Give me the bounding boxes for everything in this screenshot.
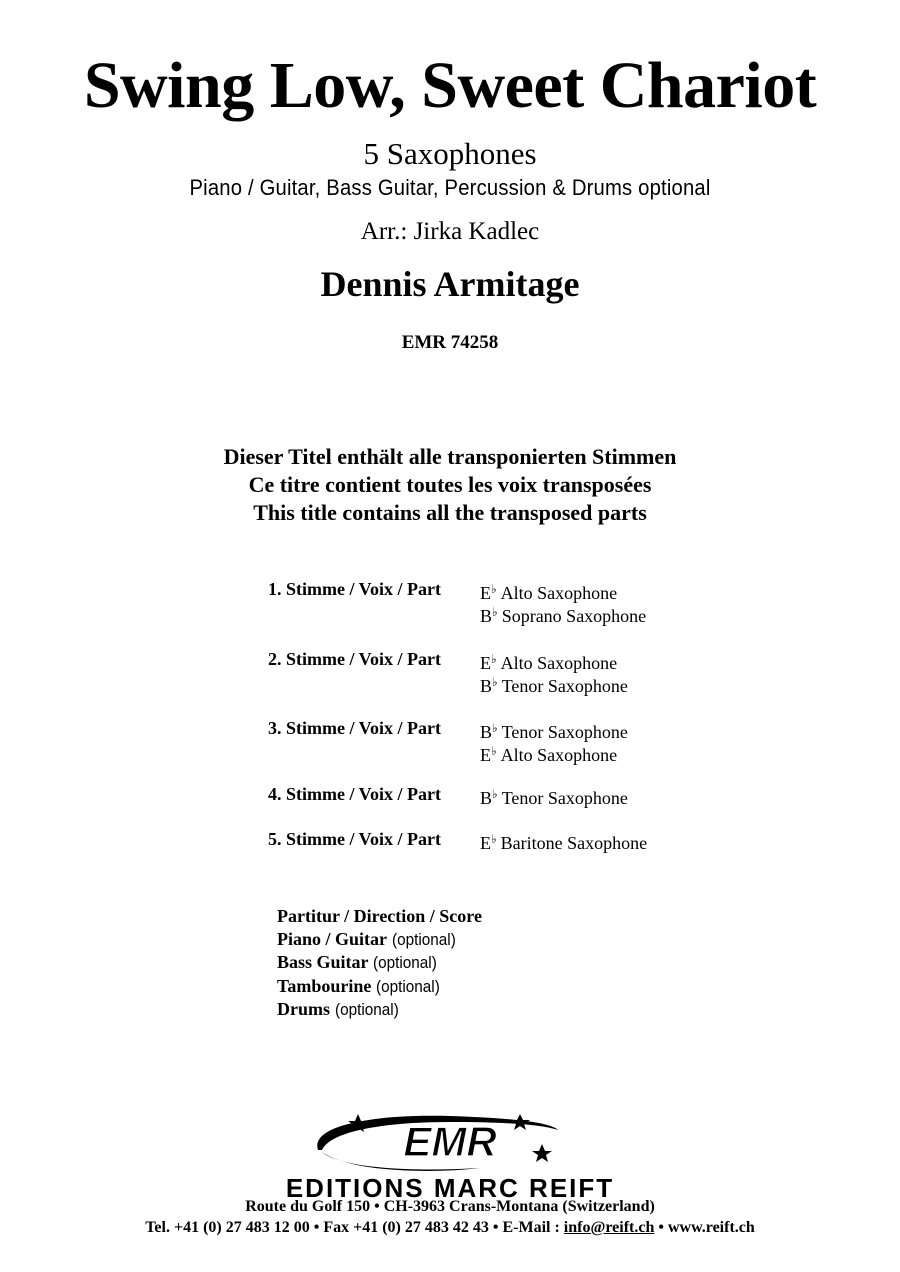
catalog-number: EMR 74258 [401, 332, 499, 353]
page-title: Swing Low, Sweet Chariot [83, 49, 817, 122]
part-instrument: E♭ Baritone Saxophone [480, 832, 648, 853]
star-icon [510, 1114, 530, 1130]
extra-parts-list [277, 905, 482, 1022]
email-link[interactable]: info@reift.ch [563, 1219, 655, 1236]
part-label-2: 2. Stimme / Voix / Part [268, 649, 441, 669]
part-instrument: E♭ Alto Saxophone [480, 744, 618, 765]
part-instruments-4 [480, 785, 628, 808]
notice-english: This title contains all the transposed parts [253, 500, 647, 525]
list-item: Piano / Guitar (optional) [277, 928, 456, 949]
part-instruments-3 [480, 719, 628, 765]
part-instrument: E♭ Alto Saxophone [480, 652, 618, 673]
part-label-5: 5. Stimme / Voix / Part [268, 829, 441, 849]
composer: Dennis Armitage [320, 264, 580, 304]
publisher-address: Route du Golf 150 • CH-3963 Crans-Montana (Switzerland) [245, 1198, 655, 1215]
star-icon [532, 1144, 552, 1162]
part-label-1: 1. Stimme / Voix / Part [268, 579, 441, 599]
ensemble-subtitle: 5 Saxophones [363, 136, 537, 171]
list-item: Drums (optional) [277, 999, 399, 1019]
optional-instruments: Piano / Guitar, Bass Guitar, Percussion & Drums optional [189, 175, 711, 200]
part-instruments-1 [480, 580, 646, 626]
publisher-contact: Tel. +41 (0) 27 483 12 00 • Fax +41 (0) 27 483 42 43 • E-Mail : info@reift.ch • www.reift.ch [145, 1219, 755, 1236]
part-instruments-2 [480, 650, 628, 696]
logo-text: EMR [403, 1118, 497, 1165]
list-item: Tambourine (optional) [277, 975, 440, 996]
part-label-3: 3. Stimme / Voix / Part [268, 718, 441, 738]
list-item: Partitur / Direction / Score [277, 906, 482, 926]
part-instrument: B♭ Tenor Saxophone [480, 787, 628, 808]
part-instrument: B♭ Tenor Saxophone [480, 675, 628, 696]
emr-logo [300, 1108, 600, 1178]
publisher-name: EDITIONS MARC REIFT [285, 1173, 615, 1203]
list-item: Bass Guitar (optional) [277, 952, 437, 972]
part-instrument: B♭ Tenor Saxophone [480, 721, 628, 742]
part-label-4: 4. Stimme / Voix / Part [268, 784, 441, 804]
notice-french: Ce titre contient toutes les voix transposées [248, 472, 652, 497]
part-instrument: E♭ Alto Saxophone [480, 582, 618, 603]
part-instrument: B♭ Soprano Saxophone [480, 605, 647, 626]
emr-logo-graphic [300, 1108, 600, 1178]
notice-german: Dieser Titel enthält alle transponierten Stimmen [223, 444, 677, 469]
part-instruments-5 [480, 830, 647, 853]
arranger: Arr.: Jirka Kadlec [360, 218, 540, 245]
